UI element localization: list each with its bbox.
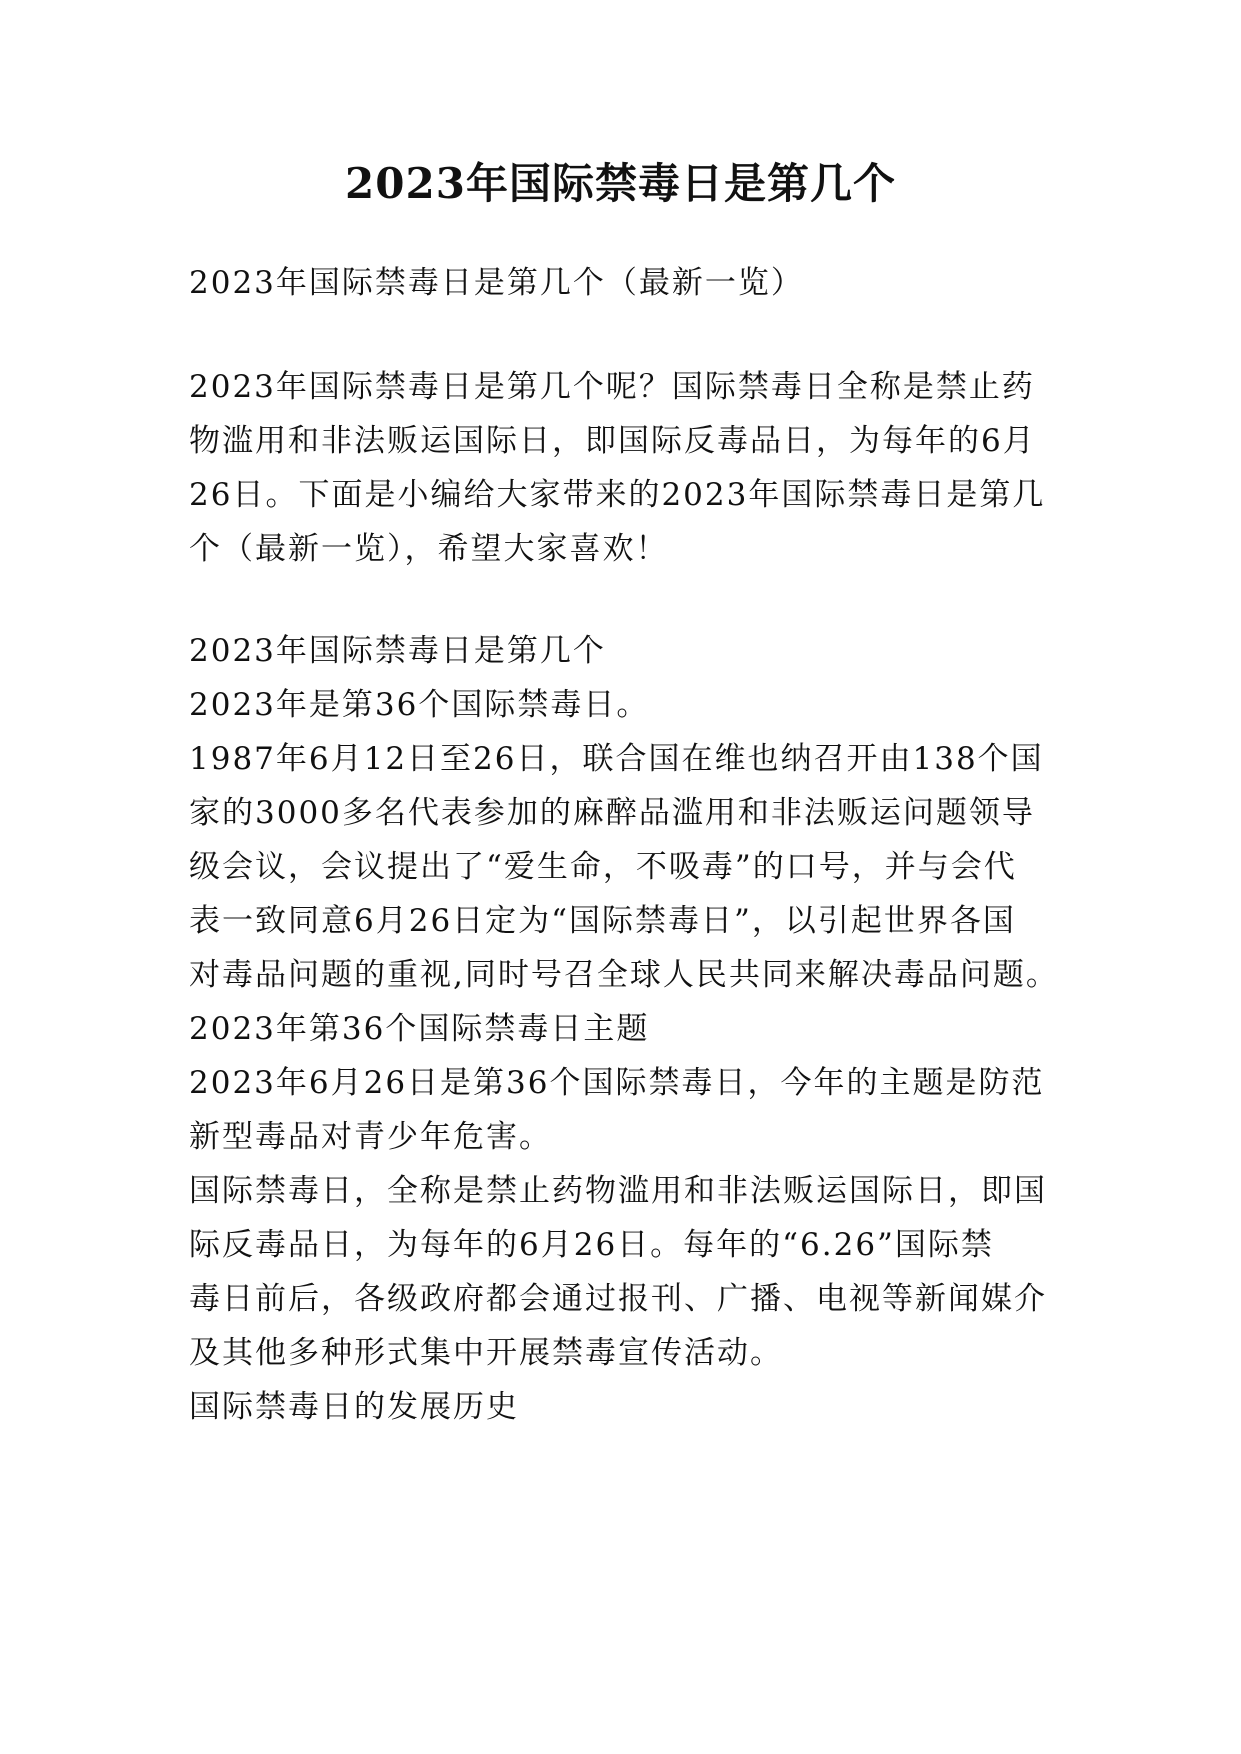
theme-line: 新型毒品对青少年危害。 xyxy=(189,1119,552,1155)
intro-line: 物滥用和非法贩运国际日，即国际反毒品日，为每年的6月 xyxy=(189,423,1036,459)
history-line: 对毒品问题的重视,同时号召全球人民共同来解决毒品问题。 xyxy=(189,957,1059,993)
theme-line: 2023年6月26日是第36个国际禁毒日，今年的主题是防范 xyxy=(189,1065,1045,1101)
definition-line: 国际禁毒日，全称是禁止药物滥用和非法贩运国际日，即国 xyxy=(189,1173,1047,1209)
intro-line: 2023年国际禁毒日是第几个呢？国际禁毒日全称是禁止药 xyxy=(189,369,1035,405)
document-subtitle: 2023年国际禁毒日是第几个（最新一览） xyxy=(189,265,804,301)
section-heading: 2023年国际禁毒日是第几个 xyxy=(189,633,606,669)
definition-line: 及其他多种形式集中开展禁毒宣传活动。 xyxy=(189,1335,783,1371)
section-heading: 国际禁毒日的发展历史 xyxy=(189,1389,519,1425)
history-line: 表一致同意6月26日定为“国际禁毒日”，以引起世界各国 xyxy=(189,903,1016,939)
definition-line: 际反毒品日，为每年的6月26日。每年的“6.26”国际禁 xyxy=(189,1227,994,1263)
history-line: 1987年6月12日至26日，联合国在维也纳召开由138个国 xyxy=(189,741,1044,777)
definition-line: 毒日前后，各级政府都会通过报刊、广播、电视等新闻媒介 xyxy=(189,1281,1047,1317)
intro-line: 个（最新一览），希望大家喜欢！ xyxy=(189,531,669,567)
history-line: 家的3000多名代表参加的麻醉品滥用和非法贩运问题领导 xyxy=(189,795,1035,831)
document-title: 2023年国际禁毒日是第几个 xyxy=(345,159,896,208)
section-answer: 2023年是第36个国际禁毒日。 xyxy=(189,687,650,723)
intro-line: 26日。下面是小编给大家带来的2023年国际禁毒日是第几 xyxy=(189,477,1046,513)
history-line: 级会议，会议提出了“爱生命，不吸毒”的口号，并与会代 xyxy=(189,849,1017,885)
section-heading: 2023年第36个国际禁毒日主题 xyxy=(189,1011,650,1047)
